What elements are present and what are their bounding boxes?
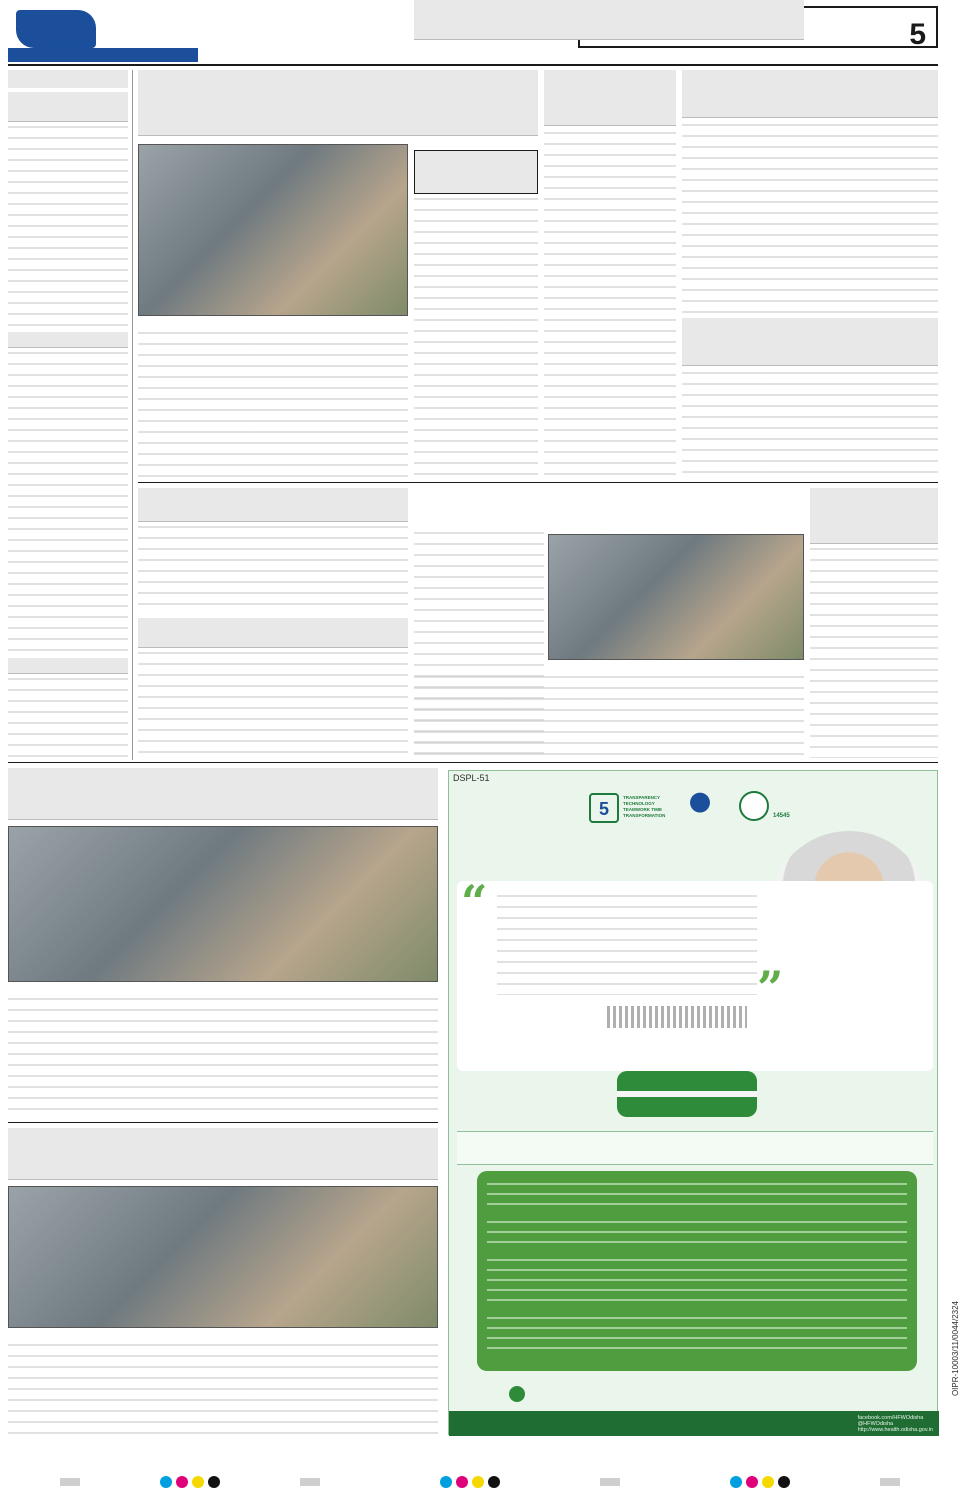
facebook-link: facebook.com/HFWOdisha — [857, 1415, 924, 1421]
registration-dot-cyan — [160, 1476, 172, 1488]
ad-quote-box — [457, 875, 933, 1071]
registration-bar — [300, 1478, 320, 1486]
chief-minister-signature — [607, 1006, 747, 1028]
mo-sarkar-number: 14545 — [773, 813, 790, 819]
registration-dot-magenta — [746, 1476, 758, 1488]
close-quote-icon: ” — [757, 961, 784, 1015]
school-photo-caption — [8, 984, 438, 994]
achievement-item — [487, 1317, 907, 1357]
registration-bar — [600, 1478, 620, 1486]
phone-icon — [509, 1386, 525, 1402]
registration-dot-magenta — [176, 1476, 188, 1488]
ad-quote-text — [497, 895, 757, 995]
registration-dot-yellow — [192, 1476, 204, 1488]
woman-injured-headline — [682, 70, 938, 118]
page-number: 5 — [909, 18, 926, 51]
ad-footer-bar — [449, 1411, 939, 1436]
khushi-achievements-box — [477, 1171, 917, 1371]
registration-dot-yellow — [762, 1476, 774, 1488]
brief-headline-1 — [8, 92, 128, 122]
briefs-section-label — [8, 70, 128, 88]
ad-logo-row — [589, 789, 799, 833]
row-rule-1 — [138, 482, 938, 483]
school-staff-group-photo — [8, 826, 438, 982]
lead-photo-caption — [138, 318, 408, 328]
woman-injured-body — [682, 124, 938, 314]
wood-seized-body — [138, 652, 408, 758]
khushi-success-title-band — [457, 1131, 933, 1165]
mo-sarkar-logo-icon — [739, 791, 769, 821]
registration-dot-magenta — [456, 1476, 468, 1488]
achievement-item — [487, 1183, 907, 1213]
row-rule-2 — [8, 762, 938, 763]
registration-bar — [60, 1478, 80, 1486]
sincere-work-body — [8, 998, 438, 1118]
brief-headline-3 — [8, 658, 128, 674]
dharitri-logo-icon — [16, 10, 96, 48]
registration-dot-black — [488, 1476, 500, 1488]
5t-logo-icon: 5 — [589, 793, 619, 823]
column-rule — [132, 70, 133, 760]
cyber-crime-headline — [8, 1128, 438, 1180]
odisha-emblem-icon — [687, 789, 713, 823]
helpline-line — [509, 1386, 869, 1404]
organisation-photo-meeting — [548, 534, 804, 660]
menstrual-hygiene-day-advertisement — [448, 770, 960, 1435]
five-accused-body — [682, 372, 938, 478]
cyber-photo-caption — [8, 1330, 438, 1340]
lead-body-left — [138, 332, 408, 478]
registration-dot-black — [208, 1476, 220, 1488]
brief-body-2 — [8, 352, 128, 652]
sincere-work-headline — [8, 768, 438, 820]
registration-bar — [880, 1478, 900, 1486]
brief-headline-2 — [8, 332, 128, 348]
brief-body-3 — [8, 678, 128, 758]
badge-stripe — [617, 1091, 757, 1097]
achievement-item — [487, 1259, 907, 1309]
trailer-accident-body — [138, 526, 408, 614]
open-quote-icon: “ — [461, 875, 488, 929]
masthead-rule — [8, 64, 938, 66]
police-awareness-meeting-photo — [8, 1186, 438, 1328]
registration-dot-yellow — [472, 1476, 484, 1488]
registration-dot-cyan — [730, 1476, 742, 1488]
cyber-crime-body — [8, 1344, 438, 1436]
dateline-bar — [8, 48, 198, 62]
row-rule-3 — [8, 1122, 438, 1123]
5t-logo-tagline: TRANSPARENCY TECHNOLOGY TEAMWORK TIME TRANSFORMATION — [623, 795, 666, 818]
organisation-body-bottom — [414, 676, 804, 758]
ad-social-links — [858, 1415, 933, 1433]
wood-seized-headline — [138, 618, 408, 648]
lead-sidebar-box — [414, 150, 538, 194]
sustha-odisha-badge — [617, 1071, 757, 1117]
ad-code: DSPL-51 — [453, 773, 490, 783]
registration-dot-black — [778, 1476, 790, 1488]
snake-bite-body — [810, 548, 938, 758]
registration-dot-cyan — [440, 1476, 452, 1488]
trailer-accident-headline — [138, 488, 408, 522]
five-accused-arrested-headline — [682, 318, 938, 366]
organisation-headline — [414, 0, 804, 40]
lead-body-right — [414, 198, 538, 478]
coal-seizure-body — [544, 132, 676, 478]
brief-body-1 — [8, 126, 128, 326]
ad-release-number: OIPR-10003/11/0044/2324 — [951, 1301, 960, 1397]
organisation-photo-caption — [548, 662, 804, 672]
website-link: http://www.health.odisha.gov.in — [857, 1427, 933, 1433]
twitter-link: @HFWOdisha — [857, 1421, 894, 1427]
lead-headline — [138, 70, 538, 136]
lead-photo-meeting — [138, 144, 408, 316]
coal-seizure-headline — [544, 70, 676, 126]
snake-bite-headline — [810, 488, 938, 544]
achievement-item — [487, 1221, 907, 1251]
